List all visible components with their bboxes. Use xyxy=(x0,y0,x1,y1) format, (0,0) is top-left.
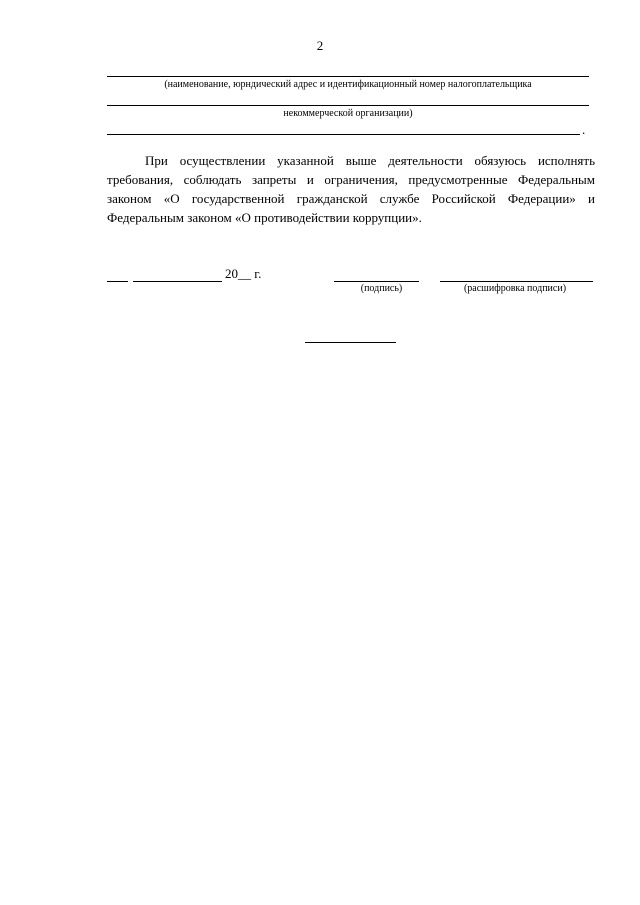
signature-line xyxy=(334,281,419,282)
signature-caption: (подпись) xyxy=(360,283,403,294)
signature-decoding-line xyxy=(440,281,593,282)
line-end-period: . xyxy=(582,122,586,137)
date-month-blank xyxy=(133,281,222,282)
organization-caption-1: (наименование, юрндический адрес и идентификационный номер налогоплательщика xyxy=(164,79,532,90)
date-day-blank xyxy=(107,281,128,282)
organization-name-line-2 xyxy=(107,105,589,106)
organization-name-line-3 xyxy=(107,134,580,135)
page-number: 2 xyxy=(316,38,324,53)
obligation-paragraph: При осуществлении указанной выше деятельности обязуюсь исполнять требования, соблюдать запреты и ограничения, предусмотренные Федеральным законом «О государственной гражданской службе Российской Федерации» и Федеральным законом «О противодействии коррупции». xyxy=(107,153,595,225)
date-year-text: 20__ г. xyxy=(225,266,262,281)
end-separator-line xyxy=(305,342,396,343)
organization-caption-2: некоммерческой организации) xyxy=(283,108,413,119)
organization-name-line-1 xyxy=(107,76,589,77)
signature-decoding-caption: (расшифровка подписи) xyxy=(463,283,567,294)
